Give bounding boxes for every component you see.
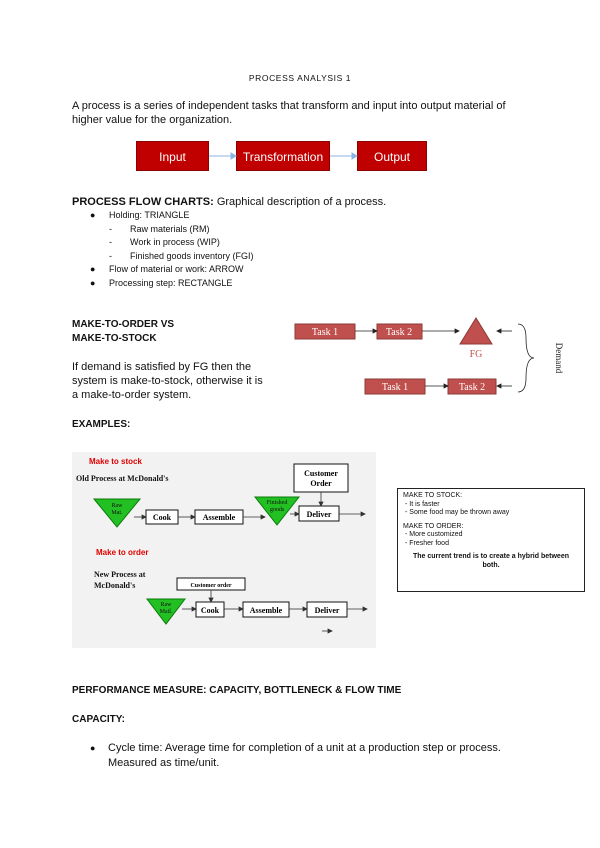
list-item: - Work in process (WIP) <box>109 237 220 247</box>
task1-label: Task 1 <box>311 327 339 338</box>
task1-label-bottom: Task 1 <box>381 382 409 393</box>
finished-label-2: goods <box>269 507 285 513</box>
mts-diagram <box>290 314 580 400</box>
task2-label-bottom: Task 2 <box>458 382 486 393</box>
deliver-label: Deliver <box>306 510 332 519</box>
flowcharts-heading-line <box>72 195 542 209</box>
output-box: Output <box>357 141 427 171</box>
new-process-title-2: McDonald's <box>94 581 136 590</box>
bullet-icon: ● <box>90 743 96 753</box>
cook2-label: Cook <box>200 606 220 615</box>
intro-line-1: A process is a series of independent tasks that transform and input into output material of <box>72 100 506 112</box>
intro-paragraph <box>72 99 542 127</box>
transformation-box: Transformation <box>236 141 330 171</box>
customer-order-1: Customer <box>304 469 338 478</box>
mto-heading: MAKE-TO-ORDER VS MAKE-TO-STOCK <box>72 319 175 344</box>
demand-label: Demand <box>554 342 564 374</box>
fg-label: FG <box>469 349 483 360</box>
finished-label-1: Finished <box>266 500 288 506</box>
mts-mto-infobox <box>397 488 585 592</box>
infobox-mts-head: MAKE TO STOCK: <box>403 492 463 499</box>
raw-mat-label-1: Raw <box>111 503 123 509</box>
flowcharts-desc: Graphical description of a process. <box>213 196 387 208</box>
mto-label: Make to order <box>96 548 149 557</box>
new-process-title-1: New Process at <box>94 570 146 579</box>
page-title: PROCESS ANALYSIS 1 <box>248 73 352 83</box>
assemble2-label: Assemble <box>249 606 283 615</box>
list-item: ● Processing step: RECTANGLE <box>90 277 233 288</box>
old-process-title: Old Process at McDonald's <box>76 474 169 483</box>
flow-arrows <box>0 141 600 171</box>
intro-line-2: higher value for the organization. <box>72 114 233 126</box>
assemble-label: Assemble <box>202 513 236 522</box>
capacity-bullet: ● Cycle time: Average time for completion of a unit at a production step or process. Measured as time/unit. <box>90 742 501 769</box>
customer-order-2: Order <box>310 479 332 488</box>
customer-order-2-label: Customer order <box>190 583 232 589</box>
list-item: ● Flow of material or work: ARROW <box>90 264 244 274</box>
capacity-heading: CAPACITY: <box>72 714 125 725</box>
performance-heading: PERFORMANCE MEASURE: CAPACITY, BOTTLENECK & FLOW TIME <box>72 685 402 696</box>
mto-text: If demand is satisfied by FG then the system is make-to-stock, otherwise it is a make-to-order system. <box>72 361 263 401</box>
cook-label: Cook <box>152 513 172 522</box>
fg-triangle <box>460 318 492 344</box>
infobox-mts-item: - It is faster <box>405 500 440 508</box>
list-item: - Finished goods inventory (FGI) <box>109 250 254 261</box>
infobox-trend: The current trend is to create a hybrid between both. <box>413 553 569 569</box>
examples-heading: EXAMPLES: <box>72 419 131 430</box>
raw2-label-2: Matl. <box>159 609 173 615</box>
infobox-mto-item: - Fresher food <box>405 539 449 547</box>
arrow-1-head <box>231 153 236 159</box>
mcdonalds-diagram <box>72 452 376 648</box>
raw-mat-label-2: Mat. <box>111 510 123 516</box>
deliver2-label: Deliver <box>314 606 340 615</box>
mts-label: Make to stock <box>89 457 142 466</box>
infobox-mto-head: MAKE TO ORDER: <box>403 522 464 530</box>
raw2-label-1: Raw <box>160 602 172 608</box>
infobox-mto-item: - More customized <box>405 531 463 538</box>
flowcharts-list <box>72 209 532 290</box>
list-item: - Raw materials (RM) <box>109 223 210 234</box>
input-box: Input <box>136 141 209 171</box>
infobox-mts-item: - Some food may be thrown away <box>405 509 510 516</box>
flowcharts-heading: PROCESS FLOW CHARTS: <box>72 196 214 208</box>
task2-label: Task 2 <box>385 327 413 338</box>
arrow-2-head <box>352 153 357 159</box>
list-item: ● Holding: TRIANGLE <box>90 210 190 220</box>
